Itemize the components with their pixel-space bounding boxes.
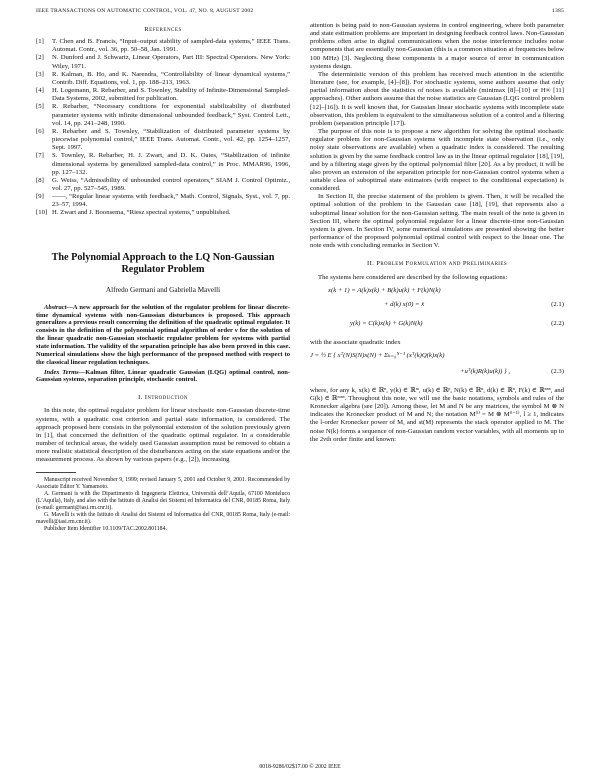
index-terms: [36, 369, 290, 385]
paper-title-line1: The Polynomial Approach to the LQ Non-Gaussian: [51, 251, 275, 263]
equation-2-3-line1: J = ½ E { xᵀ(N)S(N)x(N) + Σₖ₌₀ᴺ⁻¹ (xᵀ(k)Q(k)x(k): [310, 351, 445, 359]
reference-item: [36, 128, 290, 152]
reference-number: [1]: [36, 38, 44, 46]
reference-number: [3]: [36, 70, 44, 78]
page-header: [36, 8, 564, 18]
footnote-author1: A. Germani is with the Dipartimento di Ingegneria Elettrica, Università dell’Aquila, 67100 Monteluco (L’Aquila), Italy, and also with the Istituto di Analisi dei Sistemi ed Informatica del CNR, 00185 Roma, Italy (e-mail: germani@iasi.rm.cnr.it).: [36, 491, 290, 512]
reference-text: H. Logemann, R. Rebarber, and S. Townley, Stability of Infinite-Dimensional Sampled-Data Systems, 2002, submitted for publication.: [52, 87, 290, 103]
reference-item: [36, 193, 290, 209]
reference-item: [36, 38, 290, 54]
right-column: [310, 22, 564, 444]
equation-2-1: [310, 287, 564, 315]
reference-number: [2]: [36, 54, 44, 62]
reference-number: [10]: [36, 209, 48, 217]
reference-text: R. Rebarber and S. Townley, “Stabilization of distributed parameter systems by piecewise polynomial control,” IEEE Trans. Automat. Contr., vol. 42, pp. 1254–1257, Sept. 1997.: [52, 127, 290, 152]
equation-2-2-tag: (2.2): [551, 319, 564, 327]
reference-item: [36, 103, 290, 127]
equation-2-2: [310, 320, 564, 334]
page-number: 1385: [552, 8, 564, 14]
abstract-text: A new approach for the solution of the regulator problem for linear discrete-time dynamical systems with non-Gaussian disturbances is proposed. This approach generalizes a previous result concerning the definition of the quadratic optimal regulator. It consists in the definition of the polynomial optimal algorithm of order ν for the solution of the linear quadratic non-Gaussian stochastic regulator problem for systems with partial state information. The validity of the separation principle has also been proved in this case. Numerical simulations show the high performance of the proposed method with respect to the classical linear regulation techniques.: [36, 303, 290, 366]
page-footer: 0018-9286/02$17.00 © 2002 IEEE: [259, 764, 341, 770]
paragraph-systems: The systems here considered are described by the following equations:: [318, 273, 508, 281]
equation-2-1-tag: (2.1): [551, 300, 564, 308]
reference-item: [36, 152, 290, 176]
equation-2-2-body: y(k) = C(k)x(k) + G(k)N(k): [350, 319, 423, 327]
reference-text: ——, “Regular linear systems with feedback,” Math. Control, Signals, Syst., vol. 7, pp. 23–57, 1994.: [52, 193, 290, 209]
index-terms-text: Kalman filter, Linear quadratic Gaussian (LQG) optimal control, non-Gaussian systems, separation principle, stochastic control.: [36, 368, 290, 384]
paper-title-line2: Regulator Problem: [121, 264, 205, 276]
left-column: [36, 22, 290, 533]
abstract: [36, 304, 290, 367]
paragraph-notation: where, for any k, x(k) ∈ ℝⁿ, y(k) ∈ ℝᵐ, u(k) ∈ ℝᵖ, N(k) ∈ ℝⁿ, d(k) ∈ ℝⁿ, F(k) ∈ ℝⁿˣⁿ, and G(k) ∈ ℝᵐˣⁿ. Throughout this note, we will use the basic notations, symbols and rules of the Kronecker algebra (see [20]). Among these, let M and N be any matrices, the symbol M ⊗ N indicates the Kronecker product of M and N; the notation M⁽ˡ⁾ = M ⊗ M⁽ˡ⁻¹⁾, l ≥ 1, indicates the l-order Kronecker power of M, and st(M) represents the stack operator applied to M. The noise N(k) forms a sequence of non-Gaussian random vector variables, with all moments up to the 2νth order finite and known:: [310, 386, 564, 443]
paragraph-outline: In Section II, the precise statement of the problem is given. Then, it will be recalled the optimal solution of the problem in the Gaussian case [18], [19], that represents also a suboptimal linear solution for the non-Gaussian setting. The main result of the note is given in Section III, where the optimal polynomial regulator for a linear discrete-time non-Gaussian system is given. In Section IV, some numerical simulations are presented showing the better performance of the proposed polynomial optimal control with respect to the linear one. The note ends with concluding remarks in Section V.: [310, 193, 564, 250]
paper-authors: Alfredo Germani and Gabriella Mavelli: [105, 285, 221, 294]
reference-text: T. Chen and B. Francis, “Input–output stability of sampled-data systems,” IEEE Trans. Automat. Contr., vol. 36, pp. 50–58, Jan. 1991.: [52, 38, 290, 54]
footnote-manuscript: Manuscript received November 9, 1999; revised January 5, 2001 and October 9, 2001. Recommended by Associate Editor Y. Yamamoto.: [36, 477, 290, 491]
reference-number: [8]: [36, 176, 44, 184]
reference-item: [36, 209, 290, 217]
reference-item: [36, 71, 290, 87]
reference-item: [36, 177, 290, 193]
equation-2-1-line2: + d(k) x(0) = x̄: [384, 300, 425, 308]
reference-number: [9]: [36, 193, 44, 201]
footnote-divider: [36, 472, 76, 473]
reference-item: [36, 87, 290, 103]
intro-paragraph: In this note, the optimal regulator problem for linear stochastic non-Gaussian discrete-time systems, with a quadratic cost criterion and partial state information, is considered. The approach proposed here consists in the polynomial extension of the solution previously given in [1], that concerned the definition of the quadratic optimal regulator. In a considerable number of technical areas, the widely used Gaussian assumption must be removed to obtain a more realistic statistical description of the disturbances acting on the state equations and/or the measurement process. As shown by various papers (e.g., [2]), increasing: [36, 407, 290, 464]
reference-text: G. Weiss, “Admissibility of unbounded control operators,” SIAM J. Control Optimiz., vol. 27, pp. 527–545, 1989.: [52, 176, 290, 192]
reference-text: R. Kalman, B. Ho, and K. Narendra, “Controllability of linear dynamical systems,” Contrib. Diff. Equations, vol. 1, pp. 188–213, 1963.: [52, 70, 290, 86]
footnote-author2: G. Mavelli is with the Istituto di Analisi dei Sistemi ed Informatica del CNR, 00185 Roma, Italy (e-mail: mavelli@iasi.rm.cnr.it).: [36, 512, 290, 526]
reference-text: R. Rebarber, “Necessary conditions for exponential stabilizability of distributed parameter systems with infinite dimensional unbounded feedback,” Syst. Control Lett., vol. 14, pp. 241–248, 1990.: [52, 103, 290, 127]
section-heading-problem: II. Problem Formulation and Preliminaries: [366, 260, 508, 268]
abstract-label: Abstract—: [44, 303, 73, 311]
reference-list: [36, 38, 290, 217]
equation-2-3-line2: +uᵀ(k)R(k)u(k)) } ,: [460, 367, 511, 375]
reference-number: [7]: [36, 152, 44, 160]
equation-2-1-line1: x(k + 1) = A(k)x(k) + B(k)u(k) + F(k)N(k): [328, 286, 441, 294]
reference-number: [6]: [36, 127, 44, 135]
paragraph-deterministic: The deterministic version of this problem has received much attention in the scientific literature (see, for example, [4]–[8]). For stochastic systems, some authors assume that only partial information about the statistics of noises is available (minimax [8]–[10] or H∞ [11] approaches). Other authors assume that the noise statistics are Gaussian (LQG control problem [12]–[16]). It is well known that, for Gaussian linear stochastic systems with incomplete state observation, this problem is equivalent to the simultaneous solution of a control and a filtering problem (separation principle [17]).: [310, 70, 564, 127]
footnote-publisher-id: Publisher Item Identifier 10.1109/TAC.2002.801184.: [44, 526, 167, 533]
reference-text: N. Dunford and J. Schwartz, Linear Operators, Part III: Spectral Operators. New York: Wiley, 1971.: [52, 54, 290, 70]
reference-number: [5]: [36, 103, 44, 111]
paper-title: [36, 252, 290, 277]
section-heading-introduction: I. Introduction: [138, 394, 188, 402]
reference-item: [36, 54, 290, 70]
reference-text: H. Zwart and J. Boonsema, “Riesz spectral systems,” unpublished.: [52, 209, 231, 217]
equation-2-3: [310, 352, 564, 382]
paragraph-quadratic-index: with the associate quadratic index: [310, 338, 401, 346]
journal-name: IEEE TRANSACTIONS ON AUTOMATIC CONTROL, VOL. 47, NO. 8, AUGUST 2002: [36, 8, 254, 14]
reference-number: [4]: [36, 87, 44, 95]
equation-2-3-tag: (2.3): [551, 367, 564, 375]
paragraph-attention: attention is being paid to non-Gaussian systems in control engineering, where both parameter and state estimation problems are important in designing feedback control laws. Non-Gaussian problems often arise in digital communications when the noise interference includes noise components that are essentially non-Gaussian (this is a common situation at frequencies below 100 MHz) [3]. Neglecting these components is a major source of error in communication systems design.: [310, 22, 564, 70]
index-terms-label: Index Terms—: [44, 368, 86, 376]
references-heading: References: [144, 26, 182, 33]
paragraph-purpose: The purpose of this note is to propose a new algorithm for solving the optimal stochastic regulator problem for non-Gaussian systems with incomplete state observation (i.e., only noisy state observations are available) when a quadratic index is considered. The resulting solution is given by the same feedback control law as in the linear optimal regulator [18], [19], and by a filtering stage given by the optimal polynomial filter [20]. As a by product, it will be also proven an extension of the separation principle for non-Gaussian control systems when a suitable class of suboptimal state estimators (with respect to the conditional expectation) is considered.: [310, 128, 564, 193]
reference-text: S. Townley, R. Rebarber, H. J. Zwart, and D. K. Oates, “Stabilization of infinite dimensional systems by generalized sampled-data control,” in Proc. MMAR96, 1996, pp. 127–132.: [52, 152, 290, 176]
